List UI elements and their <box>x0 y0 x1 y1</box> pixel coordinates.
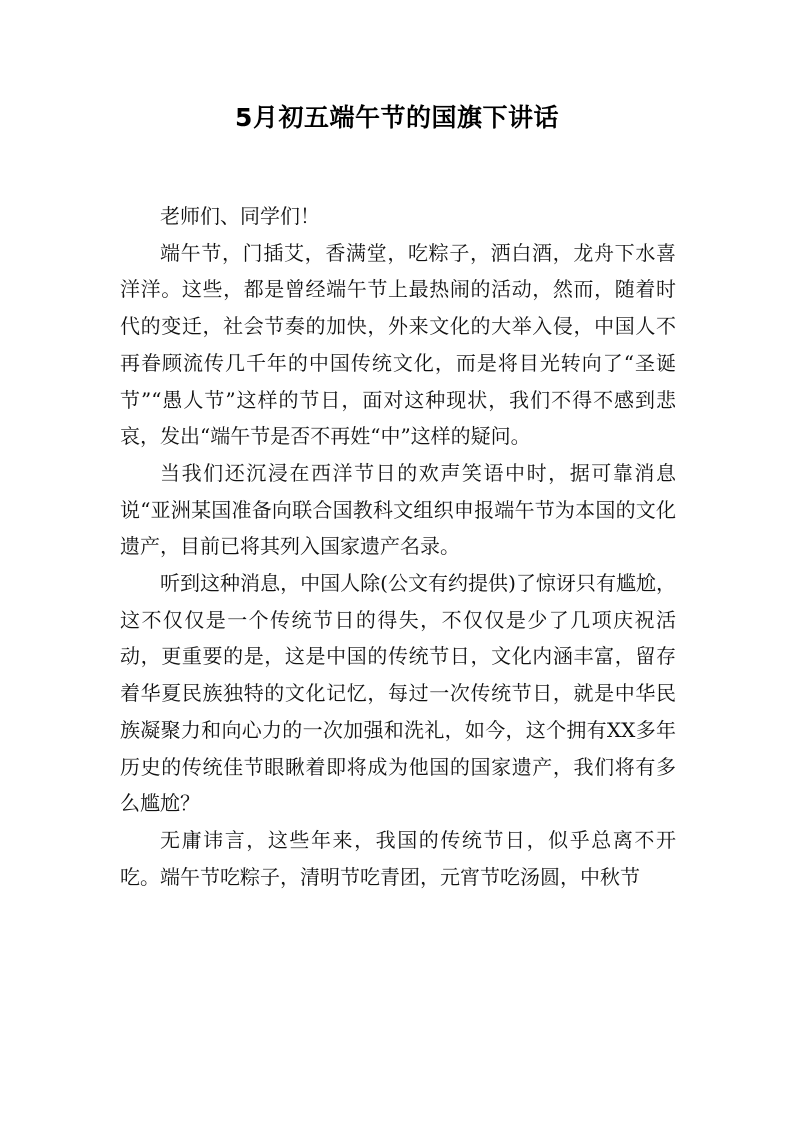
paragraph-1: 端午节，门插艾，香满堂，吃粽子，洒白酒，龙舟下水喜洋洋。这些，都是曾经端午节上最热闹的活动，然而，随着时代的变迁，社会节奏的加快，外来文化的大举入侵，中国人不再眷顾流传几千年的中国传统文化，而是将目光转向了“圣诞节”“愚人节”这样的节日，面对这种现状，我们不得不感到悲哀，发出“端午节是否不再姓“中”这样的疑问。 <box>120 240 676 449</box>
document-body <box>120 198 676 895</box>
paragraph-3: 听到这种消息，中国人除(公文有约提供)了惊讶只有尴尬，这不仅仅是一个传统节日的得失，不仅仅是少了几项庆祝活动，更重要的是，这是中国的传统节日，文化内涵丰富，留存着华夏民族独特的文化记忆，每过一次传统节日，就是中华民族凝聚力和向心力的一次加强和洗礼，如今，这个拥有XX多年历史的传统佳节眼瞅着即将成为他国的国家遗产，我们将有多么尴尬？ <box>120 571 676 816</box>
paragraph-4: 无庸讳言，这些年来，我国的传统节日，似乎总离不开吃。端午节吃粽子，清明节吃青团，元宵节吃汤圆，中秋节 <box>120 827 676 889</box>
document-title: 5月初五端午节的国旗下讲话 <box>235 103 559 132</box>
paragraph-2: 当我们还沉浸在西洋节日的欢声笑语中时，据可靠消息说“亚洲某国准备向联合国教科文组织申报端午节为本国的文化遗产，目前已将其列入国家遗产名录。 <box>120 460 676 559</box>
paragraph-greeting: 老师们、同学们！ <box>160 204 320 228</box>
